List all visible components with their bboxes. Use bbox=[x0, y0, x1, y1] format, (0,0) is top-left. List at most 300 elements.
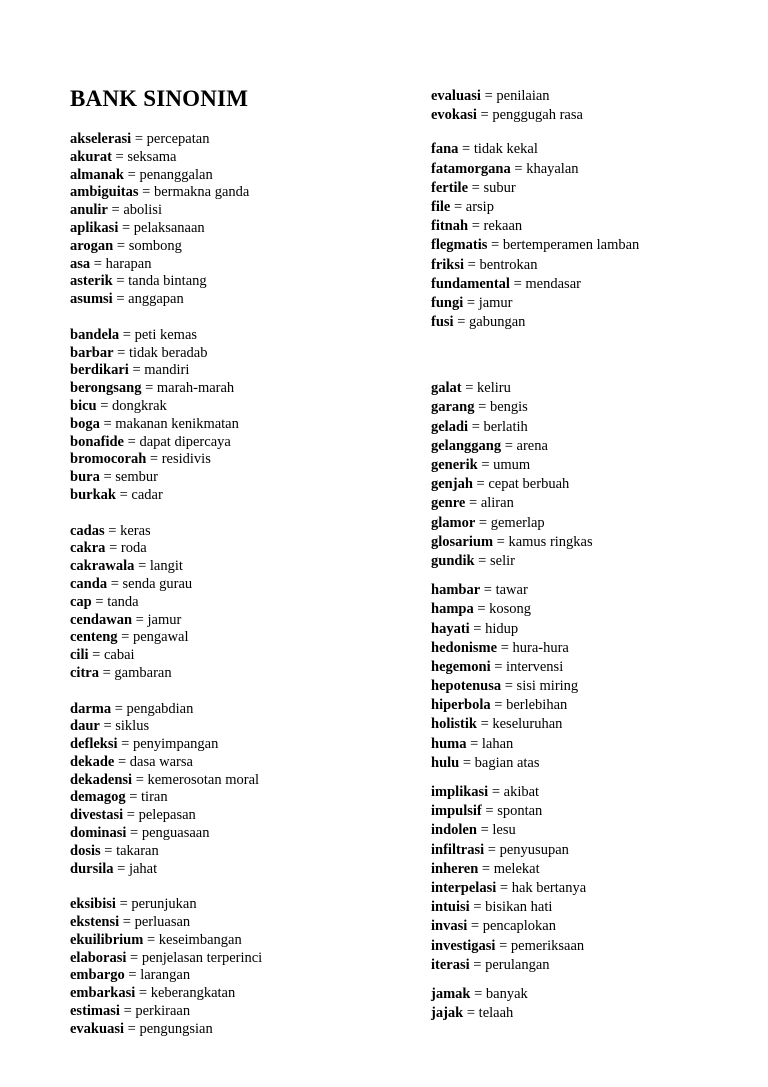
entry-term: almanak bbox=[70, 166, 124, 183]
synonym-entry bbox=[70, 665, 400, 683]
entry-term: evakuasi bbox=[70, 1020, 124, 1037]
equals-sign: = bbox=[116, 237, 126, 254]
synonym-entry bbox=[431, 677, 761, 696]
synonym-entry bbox=[70, 914, 400, 932]
entry-synonym: penjelasan terperinci bbox=[141, 949, 263, 966]
equals-sign: = bbox=[499, 879, 509, 896]
equals-sign: = bbox=[117, 860, 126, 877]
synonym-entry bbox=[431, 696, 761, 715]
equals-sign: = bbox=[127, 433, 136, 450]
equals-sign: = bbox=[93, 255, 102, 272]
equals-sign: = bbox=[494, 697, 503, 714]
equals-sign: = bbox=[496, 533, 505, 550]
entry-synonym: roda bbox=[120, 540, 147, 557]
entry-synonym: langit bbox=[149, 558, 183, 575]
entry-term: akselerasi bbox=[70, 131, 132, 147]
entry-synonym: telaah bbox=[478, 1005, 514, 1022]
equals-sign: = bbox=[504, 678, 513, 695]
synonym-entry bbox=[70, 291, 400, 309]
equals-sign: = bbox=[481, 860, 491, 877]
entry-synonym: keliru bbox=[477, 380, 511, 397]
entry-term: jajak bbox=[431, 1005, 464, 1022]
entry-synonym: tanda bbox=[107, 593, 139, 610]
entry-synonym: penguasaan bbox=[141, 825, 210, 842]
synonym-entry bbox=[70, 861, 400, 879]
entry-synonym: keseluruhan bbox=[492, 716, 563, 733]
synonym-entry bbox=[431, 735, 761, 754]
equals-sign: = bbox=[116, 273, 125, 290]
synonym-entry bbox=[431, 198, 761, 217]
equals-sign: = bbox=[126, 807, 135, 824]
synonym-entry bbox=[431, 236, 761, 255]
equals-sign: = bbox=[116, 291, 125, 308]
equals-sign: = bbox=[111, 202, 120, 219]
synonym-entry bbox=[70, 967, 400, 985]
entry-term: hegemoni bbox=[431, 658, 491, 675]
equals-sign: = bbox=[469, 495, 478, 512]
synonym-entry bbox=[431, 533, 761, 552]
synonym-entry bbox=[431, 956, 761, 975]
entry-term: fungi bbox=[431, 294, 464, 311]
entry-synonym: perkiraan bbox=[135, 1003, 191, 1020]
equals-sign: = bbox=[470, 735, 479, 752]
equals-sign: = bbox=[119, 896, 128, 913]
entry-synonym: harapan bbox=[105, 255, 152, 272]
entry-term: cadas bbox=[70, 522, 105, 539]
entry-term: dosis bbox=[70, 842, 101, 859]
entry-term: embarkasi bbox=[70, 985, 136, 1002]
synonym-entry bbox=[431, 841, 761, 860]
synonym-entry bbox=[70, 629, 400, 647]
synonym-entry bbox=[431, 600, 761, 619]
equals-sign: = bbox=[491, 237, 500, 254]
equals-sign: = bbox=[109, 540, 118, 557]
equals-sign: = bbox=[477, 601, 486, 618]
entry-synonym: kemerosotan moral bbox=[147, 771, 260, 788]
entry-term: cakrawala bbox=[70, 558, 135, 575]
entry-synonym: pengawal bbox=[132, 629, 189, 646]
synonym-entry bbox=[70, 736, 400, 754]
synonym-entry bbox=[70, 1003, 400, 1021]
page-title: BANK SINONIM bbox=[70, 86, 249, 111]
synonym-entry bbox=[70, 398, 400, 416]
synonym-entry bbox=[431, 494, 761, 513]
synonym-entry bbox=[431, 581, 761, 600]
synonym-entry bbox=[70, 1021, 400, 1039]
synonym-entry bbox=[70, 647, 400, 665]
entry-synonym: lahan bbox=[481, 735, 514, 752]
entry-synonym: hidup bbox=[485, 620, 519, 637]
entry-term: cap bbox=[70, 593, 92, 610]
synonym-entry bbox=[70, 540, 400, 558]
entry-synonym: jamur bbox=[147, 611, 182, 628]
entry-synonym: melekat bbox=[493, 860, 540, 877]
equals-sign: = bbox=[500, 639, 509, 656]
equals-sign: = bbox=[108, 522, 117, 539]
synonym-entry bbox=[431, 937, 761, 956]
entry-term: genjah bbox=[431, 476, 473, 493]
entry-synonym: penilaian bbox=[496, 88, 550, 104]
equals-sign: = bbox=[127, 1020, 136, 1037]
entry-term: asterik bbox=[70, 273, 113, 290]
entry-synonym: kosong bbox=[489, 601, 532, 618]
entry-synonym: aliran bbox=[480, 495, 514, 512]
entry-synonym: cabai bbox=[103, 647, 135, 664]
entry-synonym: pelepasan bbox=[138, 807, 196, 824]
entry-synonym: bagian atas bbox=[474, 754, 540, 771]
equals-sign: = bbox=[146, 931, 156, 948]
equals-sign: = bbox=[465, 380, 474, 397]
synonym-entry bbox=[431, 140, 761, 159]
equals-sign: = bbox=[129, 789, 138, 806]
entry-synonym: khayalan bbox=[526, 160, 579, 177]
synonym-entry bbox=[431, 106, 761, 125]
entry-term: evokasi bbox=[431, 107, 477, 124]
entry-synonym: cepat berbuah bbox=[488, 476, 570, 493]
entry-synonym: spontan bbox=[497, 803, 543, 820]
synonym-entry bbox=[70, 416, 400, 434]
entry-term: holistik bbox=[431, 716, 477, 733]
entry-term: fatamorgana bbox=[431, 160, 511, 177]
synonym-entry bbox=[70, 594, 400, 612]
synonym-entry bbox=[70, 523, 400, 541]
entry-synonym: dasa warsa bbox=[129, 753, 193, 770]
equals-sign: = bbox=[119, 486, 128, 503]
synonym-entry bbox=[70, 202, 400, 220]
synonym-entry bbox=[70, 932, 400, 950]
entry-term: dekade bbox=[70, 753, 115, 770]
entry-term: bandela bbox=[70, 326, 120, 343]
synonym-entry bbox=[431, 475, 761, 494]
equals-sign: = bbox=[130, 825, 139, 842]
equals-sign: = bbox=[132, 362, 141, 379]
synonym-entry bbox=[431, 1004, 761, 1023]
equals-sign: = bbox=[487, 841, 496, 858]
synonym-group-j bbox=[431, 985, 761, 1023]
equals-sign: = bbox=[130, 949, 139, 966]
entry-term: hulu bbox=[431, 754, 460, 771]
equals-sign: = bbox=[485, 803, 494, 820]
equals-sign: = bbox=[145, 380, 154, 397]
entry-synonym: penyimpangan bbox=[132, 736, 219, 753]
equals-sign: = bbox=[473, 620, 482, 637]
synonym-entry bbox=[431, 917, 761, 936]
equals-sign: = bbox=[478, 399, 487, 416]
entry-term: asa bbox=[70, 255, 91, 272]
synonym-entry bbox=[431, 715, 761, 734]
synonym-entry bbox=[431, 418, 761, 437]
synonym-entry bbox=[70, 896, 400, 914]
entry-synonym: keberangkatan bbox=[150, 985, 236, 1002]
entry-synonym: gemerlap bbox=[490, 514, 545, 531]
equals-sign: = bbox=[473, 956, 482, 973]
entry-term: jamak bbox=[431, 985, 471, 1002]
entry-term: indolen bbox=[431, 822, 477, 839]
entry-synonym: larangan bbox=[140, 967, 191, 984]
synonym-entry bbox=[431, 160, 761, 179]
entry-term: evaluasi bbox=[431, 88, 481, 104]
entry-synonym: tawar bbox=[495, 582, 528, 599]
entry-term: eksibisi bbox=[70, 896, 116, 913]
entry-synonym: rekaan bbox=[483, 218, 523, 235]
entry-synonym: hak bertanya bbox=[511, 879, 587, 896]
entry-term: hedonisme bbox=[431, 639, 498, 656]
entry-synonym: bertemperamen lamban bbox=[502, 237, 640, 254]
equals-sign: = bbox=[122, 914, 131, 931]
equals-sign: = bbox=[128, 967, 137, 984]
entry-synonym: lesu bbox=[492, 822, 516, 839]
entry-synonym: takaran bbox=[116, 842, 159, 859]
right-column bbox=[431, 87, 761, 1023]
entry-term: citra bbox=[70, 664, 99, 681]
entry-term: dekadensi bbox=[70, 771, 133, 788]
entry-synonym: selir bbox=[489, 552, 515, 569]
synonym-entry bbox=[70, 754, 400, 772]
entry-term: berongsang bbox=[70, 380, 142, 397]
synonym-entry bbox=[431, 514, 761, 533]
synonym-entry bbox=[70, 362, 400, 380]
synonym-entry bbox=[70, 149, 400, 167]
entry-term: daur bbox=[70, 718, 100, 735]
equals-sign: = bbox=[122, 326, 131, 343]
entry-term: fana bbox=[431, 141, 459, 158]
entry-term: implikasi bbox=[431, 784, 489, 800]
synonym-entry bbox=[70, 184, 400, 202]
entry-synonym: umum bbox=[493, 457, 531, 473]
synonym-entry bbox=[431, 552, 761, 571]
entry-term: cili bbox=[70, 647, 89, 664]
equals-sign: = bbox=[483, 582, 492, 599]
equals-sign: = bbox=[499, 937, 508, 954]
equals-sign: = bbox=[484, 88, 493, 104]
entry-synonym: sisi miring bbox=[516, 678, 579, 695]
synonym-entry bbox=[431, 217, 761, 236]
synonym-entry bbox=[70, 380, 400, 398]
equals-sign: = bbox=[470, 918, 480, 935]
synonym-entry bbox=[431, 860, 761, 879]
synonym-entry bbox=[431, 275, 761, 294]
entry-term: boga bbox=[70, 415, 100, 432]
entry-synonym: senda gurau bbox=[122, 575, 193, 592]
entry-term: interpelasi bbox=[431, 879, 497, 896]
entry-term: hambar bbox=[431, 582, 481, 599]
synonym-entry bbox=[431, 783, 761, 802]
entry-synonym: penyusupan bbox=[499, 841, 569, 858]
entry-term: elaborasi bbox=[70, 949, 127, 966]
entry-synonym: subur bbox=[483, 179, 516, 196]
entry-term: bura bbox=[70, 469, 100, 486]
entry-synonym: pelaksanaan bbox=[133, 219, 205, 236]
entry-synonym: sombong bbox=[128, 237, 182, 254]
entry-synonym: berlatih bbox=[483, 418, 528, 435]
equals-sign: = bbox=[138, 558, 147, 575]
entry-term: infiltrasi bbox=[431, 841, 485, 858]
synonym-group-i bbox=[431, 783, 761, 975]
synonym-entry bbox=[431, 294, 761, 313]
equals-sign: = bbox=[92, 647, 101, 664]
entry-synonym: jamur bbox=[478, 294, 513, 311]
left-column bbox=[70, 131, 400, 1039]
entry-term: demagog bbox=[70, 789, 126, 806]
synonym-entry bbox=[70, 701, 400, 719]
equals-sign: = bbox=[491, 784, 501, 800]
entry-term: cakra bbox=[70, 540, 106, 557]
entry-term: centeng bbox=[70, 629, 118, 646]
entry-synonym: kamus ringkas bbox=[508, 533, 593, 550]
entry-term: akurat bbox=[70, 148, 112, 165]
entry-term: inheren bbox=[431, 860, 479, 877]
entry-synonym: dongkrak bbox=[112, 397, 167, 414]
entry-term: genre bbox=[431, 495, 466, 512]
equals-sign: = bbox=[117, 344, 126, 361]
equals-sign: = bbox=[474, 985, 483, 1002]
synonym-entry bbox=[431, 898, 761, 917]
entry-term: file bbox=[431, 198, 451, 215]
synonym-entry bbox=[70, 131, 400, 149]
entry-term: aplikasi bbox=[70, 219, 119, 236]
entry-term: darma bbox=[70, 700, 112, 717]
equals-sign: = bbox=[103, 718, 112, 735]
synonym-entry bbox=[70, 612, 400, 630]
entry-term: investigasi bbox=[431, 937, 496, 954]
entry-term: flegmatis bbox=[431, 237, 488, 254]
entry-term: arogan bbox=[70, 237, 114, 254]
entry-term: bromocorah bbox=[70, 451, 147, 468]
entry-synonym: jahat bbox=[128, 860, 158, 877]
entry-synonym: pengungsian bbox=[139, 1020, 213, 1037]
entry-term: divestasi bbox=[70, 807, 124, 824]
entry-term: galat bbox=[431, 380, 462, 397]
synonym-entry bbox=[431, 437, 761, 456]
entry-synonym: akibat bbox=[503, 784, 540, 800]
entry-synonym: penggugah rasa bbox=[492, 107, 583, 124]
equals-sign: = bbox=[504, 437, 513, 454]
entry-synonym: anggapan bbox=[128, 291, 184, 308]
entry-term: gelanggang bbox=[431, 437, 502, 454]
entry-term: glamor bbox=[431, 514, 476, 531]
synonym-entry bbox=[70, 469, 400, 487]
equals-sign: = bbox=[138, 985, 148, 1002]
synonym-entry bbox=[70, 576, 400, 594]
entry-synonym: residivis bbox=[161, 451, 211, 468]
entry-synonym: percepatan bbox=[146, 131, 210, 147]
synonym-entry bbox=[70, 789, 400, 807]
entry-synonym: perunjukan bbox=[131, 896, 197, 913]
entry-term: fusi bbox=[431, 314, 454, 331]
equals-sign: = bbox=[480, 822, 489, 839]
synonym-entry bbox=[431, 313, 761, 332]
entry-synonym: hura-hura bbox=[512, 639, 569, 656]
entry-term: embargo bbox=[70, 967, 125, 984]
entry-synonym: seksama bbox=[127, 148, 177, 165]
entry-synonym: arsip bbox=[465, 198, 494, 215]
entry-synonym: pencaplokan bbox=[482, 918, 556, 935]
equals-sign: = bbox=[121, 219, 131, 236]
entry-synonym: intervensi bbox=[506, 658, 564, 675]
synonym-entry bbox=[431, 879, 761, 898]
synonym-entry bbox=[431, 620, 761, 639]
entry-term: invasi bbox=[431, 918, 468, 935]
equals-sign: = bbox=[478, 552, 487, 569]
synonym-entry bbox=[431, 754, 761, 773]
synonym-entry bbox=[431, 985, 761, 1004]
entry-synonym: tidak beradab bbox=[128, 344, 208, 361]
equals-sign: = bbox=[142, 184, 151, 201]
synonym-entry bbox=[70, 985, 400, 1003]
equals-sign: = bbox=[466, 294, 476, 311]
entry-synonym: keras bbox=[120, 522, 151, 539]
entry-term: huma bbox=[431, 735, 467, 752]
entry-synonym: bentrokan bbox=[479, 256, 538, 273]
equals-sign: = bbox=[134, 131, 144, 147]
equals-sign: = bbox=[103, 469, 112, 486]
equals-sign: = bbox=[471, 218, 480, 235]
equals-sign: = bbox=[123, 1003, 132, 1020]
entry-synonym: berlebihan bbox=[506, 697, 568, 714]
equals-sign: = bbox=[513, 275, 522, 292]
synonym-entry bbox=[431, 256, 761, 275]
synonym-group-b bbox=[70, 327, 400, 505]
entry-synonym: abolisi bbox=[123, 202, 162, 219]
synonym-entry bbox=[70, 950, 400, 968]
entry-synonym: tiran bbox=[141, 789, 168, 806]
entry-synonym: tanda bintang bbox=[128, 273, 207, 290]
entry-synonym: sembur bbox=[115, 469, 158, 486]
entry-term: cendawan bbox=[70, 611, 133, 628]
synonym-group-e bbox=[70, 896, 400, 1038]
equals-sign: = bbox=[100, 397, 109, 414]
synonym-entry bbox=[70, 825, 400, 843]
entry-term: bicu bbox=[70, 397, 97, 414]
synonym-entry bbox=[70, 273, 400, 291]
entry-term: ekuilibrium bbox=[70, 931, 144, 948]
synonym-entry bbox=[70, 718, 400, 736]
synonym-entry bbox=[70, 345, 400, 363]
entry-term: garang bbox=[431, 399, 475, 416]
entry-term: ambiguitas bbox=[70, 184, 139, 201]
entry-term: iterasi bbox=[431, 956, 470, 973]
equals-sign: = bbox=[480, 716, 489, 733]
synonym-entry bbox=[70, 220, 400, 238]
synonym-group-d bbox=[70, 701, 400, 879]
entry-synonym: mandiri bbox=[144, 362, 190, 379]
equals-sign: = bbox=[115, 148, 124, 165]
entry-term: geladi bbox=[431, 418, 469, 435]
entry-term: hepotenusa bbox=[431, 678, 502, 695]
synonym-entry bbox=[431, 379, 761, 398]
entry-term: dursila bbox=[70, 860, 114, 877]
equals-sign: = bbox=[114, 700, 123, 717]
entry-synonym: gambaran bbox=[114, 664, 172, 681]
entry-term: hampa bbox=[431, 601, 474, 618]
entry-synonym: bengis bbox=[489, 399, 528, 416]
synonym-entry bbox=[431, 87, 761, 106]
equals-sign: = bbox=[135, 611, 144, 628]
equals-sign: = bbox=[466, 1005, 476, 1022]
entry-term: ekstensi bbox=[70, 914, 120, 931]
entry-synonym: makanan kenikmatan bbox=[115, 415, 239, 432]
equals-sign: = bbox=[104, 842, 113, 859]
synonym-entry bbox=[70, 487, 400, 505]
entry-synonym: penanggalan bbox=[139, 166, 213, 183]
synonym-entry bbox=[431, 179, 761, 198]
entry-term: burkak bbox=[70, 486, 116, 503]
equals-sign: = bbox=[478, 514, 488, 531]
equals-sign: = bbox=[110, 575, 119, 592]
equals-sign: = bbox=[149, 451, 159, 468]
synonym-entry bbox=[70, 807, 400, 825]
equals-sign: = bbox=[453, 198, 463, 215]
